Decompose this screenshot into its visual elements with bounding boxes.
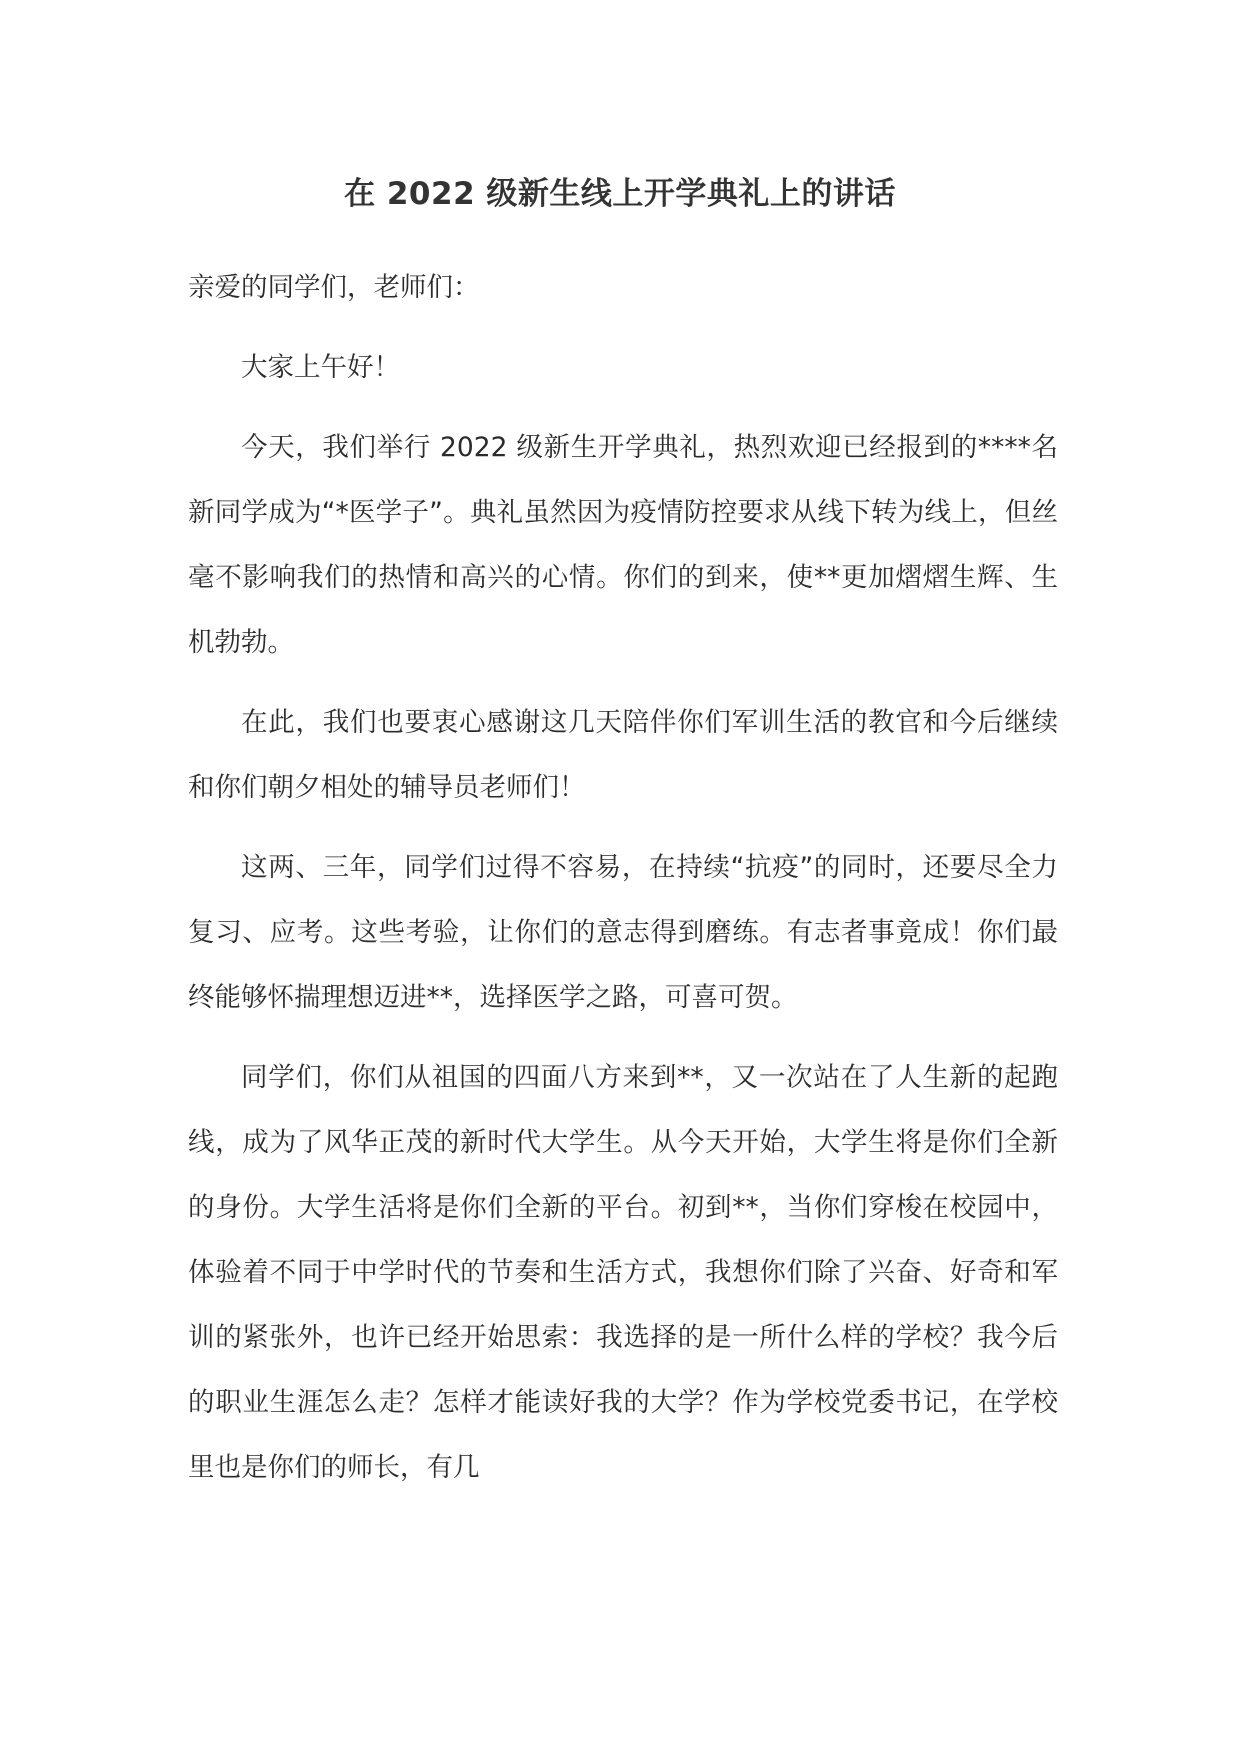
paragraph-welcome: 今天，我们举行 2022 级新生开学典礼，热烈欢迎已经报到的****名新同学成为“*医学子”。典礼虽然因为疫情防控要求从线下转为线上，但丝毫不影响我们的热情和高兴的心情。你们的到来，使**更加熠熠生辉、生机勃勃。 (188, 432, 1058, 658)
paragraph-greeting: 大家上午好！ (241, 352, 400, 383)
document-body (188, 255, 1058, 1515)
salutation: 亲爱的同学们，老师们： (188, 272, 480, 303)
paragraph-challenges: 这两、三年，同学们过得不容易，在持续“抗疫”的同时，还要尽全力复习、应考。这些考验，让你们的意志得到磨练。有志者事竟成！你们最终能够怀揣理想迈进**，选择医学之路，可喜可贺。 (188, 852, 1058, 1013)
document-title: 在 2022 级新生线上开学典礼上的讲话 (344, 176, 896, 212)
paragraph-new-start: 同学们，你们从祖国的四面八方来到**，又一次站在了人生新的起跑线，成为了风华正茂的新时代大学生。从今天开始，大学生将是你们全新的身份。大学生活将是你们全新的平台。初到**，当你们穿梭在校园中，体验着不同于中学时代的节奏和生活方式，我想你们除了兴奋、好奇和军训的紧张外，也许已经开始思索：我选择的是一所什么样的学校？我今后的职业生涯怎么走？怎样才能读好我的大学？作为学校党委书记，在学校里也是你们的师长，有几 (188, 1062, 1058, 1483)
paragraph-thanks: 在此，我们也要衷心感谢这几天陪伴你们军训生活的教官和今后继续和你们朝夕相处的辅导员老师们！ (188, 707, 1058, 803)
